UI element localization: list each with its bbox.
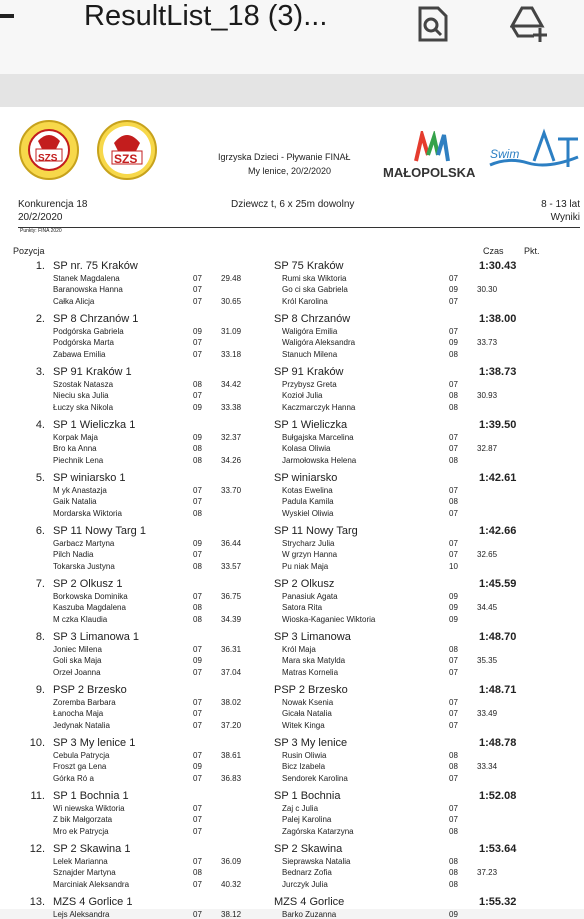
swimmer-name: Piechnik Lena — [53, 455, 104, 465]
swimmer-birth-year: 07 — [449, 380, 458, 389]
team-time: 1:48.78 — [479, 737, 517, 749]
swimmer-name: Rusin Oliwia — [282, 751, 327, 760]
team-name-secondary: SP 2 Olkusz — [274, 578, 335, 590]
swimmer-name: Cebula Patrycja — [53, 751, 110, 760]
swimmer-birth-year: 08 — [449, 497, 458, 507]
team-name: SP 3 Limanowa 1 — [53, 631, 140, 643]
swimmer-birth-year: 09 — [449, 285, 458, 295]
swimmer-split-time: 34.26 — [221, 455, 242, 465]
swimmer-name: Jedynak Natalia — [53, 720, 110, 730]
swimmer-name: M yk Anastazja — [53, 486, 107, 495]
swimmer-split-time: 33.38 — [221, 402, 242, 412]
competition-name: Dziewcz t, 6 x 25m dowolny — [231, 199, 355, 210]
swimmer-birth-year: 07 — [193, 285, 202, 295]
team-time: 1:42.66 — [479, 525, 517, 537]
team-name-secondary: SP 75 Kraków — [274, 260, 344, 272]
swimmer-birth-year: 07 — [193, 592, 202, 601]
swimmer-name: Górka Ró a — [53, 773, 94, 783]
team-name: SP 1 Bochnia 1 — [53, 790, 129, 802]
team-name-secondary: SP 3 Limanowa — [274, 631, 351, 643]
swimmer-name: Froszt ga Lena — [53, 762, 107, 772]
szs-malopolska-logo — [16, 119, 82, 181]
swimmer-split-time: 32.65 — [477, 550, 498, 560]
swimmer-name: Zaj c Julia — [282, 804, 319, 813]
swimmer-birth-year: 07 — [449, 773, 458, 783]
swimmer-birth-year: 07 — [449, 539, 458, 548]
swimmer-birth-year: 09 — [193, 762, 202, 772]
swimmer-birth-year: 07 — [193, 296, 202, 306]
team-time: 1:48.70 — [479, 631, 517, 643]
viewer-gap — [0, 74, 584, 107]
swimmer-birth-year: 09 — [449, 592, 458, 601]
swimmer-birth-year: 07 — [449, 656, 458, 666]
team-name-secondary: SP 91 Kraków — [274, 366, 344, 378]
swimmer-name: Gaik Natalia — [53, 497, 97, 507]
szs-logo-text-2: SZS — [114, 152, 138, 166]
swimmer-birth-year: 08 — [449, 857, 458, 866]
swimmer-name: Bednarz Zofia — [282, 868, 332, 878]
column-points: Pkt. — [524, 246, 540, 256]
swimmer-birth-year: 09 — [449, 910, 458, 919]
swimmer-name: Barko Zuzanna — [282, 910, 337, 919]
swimmer-name: Sznajder Martyna — [53, 868, 116, 878]
event-title: Igrzyska Dzieci - Pływanie FINAŁ — [218, 152, 351, 162]
swimmer-name: Palej Karolina — [282, 815, 332, 825]
swimmer-birth-year: 08 — [193, 380, 202, 389]
back-arrow-icon[interactable] — [0, 14, 14, 18]
team-name: SP 11 Nowy Targ 1 — [53, 525, 146, 537]
swimmer-split-time: 30.93 — [477, 391, 498, 401]
swimmer-name: Stanek Magdalena — [53, 274, 120, 283]
swimmer-name: Bułgajska Marcelina — [282, 433, 354, 442]
team-place: 7. — [35, 578, 45, 590]
swimmer-split-time: 33.70 — [221, 486, 242, 495]
team-place: 6. — [35, 525, 45, 537]
swimmer-birth-year: 07 — [193, 550, 202, 560]
swimmer-birth-year: 09 — [449, 338, 458, 348]
swimmer-name: Korpak Maja — [53, 433, 98, 442]
swimmer-birth-year: 07 — [449, 274, 458, 283]
swimmer-birth-year: 08 — [449, 826, 458, 836]
swimmer-birth-year: 07 — [193, 391, 202, 401]
swimmer-split-time: 37.23 — [477, 868, 498, 878]
swimmer-name: Zabawa Emilia — [53, 349, 106, 359]
swimmer-name: Szostak Natasza — [53, 380, 114, 389]
swimmer-birth-year: 08 — [449, 762, 458, 772]
swimmer-name: Marciniak Aleksandra — [53, 879, 130, 889]
team-name: SP 91 Kraków 1 — [53, 366, 132, 378]
swimmer-name: Wioska-Kaganiec Wiktoria — [282, 614, 376, 624]
swimmer-name: Jarmołowska Helena — [282, 455, 357, 465]
swimmer-name: Kolasa Oliwia — [282, 444, 331, 454]
swimmer-name: Bro ka Anna — [53, 444, 97, 454]
swimmer-birth-year: 07 — [193, 751, 202, 760]
swimmer-birth-year: 08 — [193, 614, 202, 624]
malopolska-logo — [412, 131, 452, 165]
team-time: 1:39.50 — [479, 419, 517, 431]
swimmer-name: Go ci ska Gabriela — [282, 285, 348, 295]
team-time: 1:30.43 — [479, 260, 517, 272]
swim-art-logo — [488, 127, 580, 179]
header-divider — [18, 227, 580, 228]
swimmer-birth-year: 10 — [449, 561, 458, 571]
swimmer-name: Rumi ska Wiktoria — [282, 274, 347, 283]
swimmer-birth-year: 09 — [193, 539, 202, 548]
team-name: SP 2 Olkusz 1 — [53, 578, 123, 590]
swimmer-name: Matras Kornelia — [282, 667, 339, 677]
swimmer-split-time: 37.20 — [221, 720, 242, 730]
team-name: MZS 4 Gorlice 1 — [53, 896, 133, 908]
swimmer-birth-year: 07 — [193, 667, 202, 677]
swimmer-name: Strycharz Julia — [282, 539, 335, 548]
team-place: 3. — [35, 366, 45, 378]
swimmer-split-time: 40.32 — [221, 879, 242, 889]
swimmer-birth-year: 09 — [193, 656, 202, 666]
swimmer-birth-year: 07 — [449, 486, 458, 495]
swimmer-birth-year: 07 — [193, 773, 202, 783]
result-sheet — [0, 107, 584, 919]
swimmer-birth-year: 07 — [449, 296, 458, 306]
swimmer-name: Gicała Natalia — [282, 709, 332, 719]
swimmer-split-time: 33.49 — [477, 709, 498, 719]
team-place: 13. — [29, 896, 45, 908]
swimmer-split-time: 38.12 — [221, 910, 242, 919]
swimmer-name: Pilch Nadia — [53, 550, 94, 560]
swimmer-birth-year: 08 — [193, 444, 202, 454]
swimmer-birth-year: 08 — [449, 349, 458, 359]
team-time: 1:48.71 — [479, 684, 517, 696]
team-name-secondary: SP 3 My lenice — [274, 737, 348, 749]
swimmer-name: Król Maja — [282, 645, 316, 654]
swimmer-birth-year: 07 — [449, 815, 458, 825]
team-place: 12. — [29, 843, 45, 855]
team-place: 2. — [35, 313, 45, 325]
swimmer-birth-year: 07 — [193, 338, 202, 348]
swimmer-name: Lejs Aleksandra — [53, 910, 110, 919]
document-title: ResultList_18 (3)... — [84, 0, 328, 32]
event-location-date: My lenice, 20/2/2020 — [248, 166, 332, 176]
team-name-secondary: SP 8 Chrzanów — [274, 313, 351, 325]
swimmer-split-time: 30.65 — [221, 296, 242, 306]
swimmer-name: Zagórska Katarzyna — [282, 826, 354, 836]
swimmer-birth-year: 07 — [449, 804, 458, 813]
team-name: SP 1 Wieliczka 1 — [53, 419, 136, 431]
team-name-secondary: MZS 4 Gorlice — [274, 896, 345, 908]
swimmer-birth-year: 07 — [449, 720, 458, 730]
swimmer-split-time: 32.87 — [477, 444, 498, 454]
swimmer-birth-year: 08 — [449, 645, 458, 654]
swimmer-split-time: 37.04 — [221, 667, 242, 677]
swimmer-name: Baranowska Hanna — [53, 285, 123, 295]
swimmer-birth-year: 07 — [193, 815, 202, 825]
swimmer-name: Goli ska Maja — [53, 656, 102, 666]
swimmer-birth-year: 09 — [193, 402, 202, 412]
swimmer-split-time: 34.45 — [477, 603, 498, 613]
team-time: 1:45.59 — [479, 578, 517, 590]
team-name: SP 8 Chrzanów 1 — [53, 313, 139, 325]
team-name: PSP 2 Brzesko — [53, 684, 127, 696]
team-name: SP nr. 75 Kraków — [53, 260, 138, 272]
swimmer-split-time: 32.37 — [221, 433, 242, 442]
team-time: 1:52.08 — [479, 790, 517, 802]
column-time: Czas — [483, 246, 504, 256]
swimmer-name: Lelek Marianna — [53, 857, 108, 866]
swimmer-name: Całka Alicja — [53, 296, 95, 306]
swimmer-name: Z bik Małgorzata — [53, 815, 113, 825]
swimmer-birth-year: 08 — [449, 455, 458, 465]
team-name-secondary: PSP 2 Brzesko — [274, 684, 348, 696]
swimmer-birth-year: 07 — [193, 709, 202, 719]
team-name-secondary: SP winiarsko — [274, 472, 338, 484]
swimmer-birth-year: 07 — [449, 433, 458, 442]
swimmer-birth-year: 07 — [193, 698, 202, 707]
swimmer-name: Sendorek Karolina — [282, 773, 348, 783]
swimmer-split-time: 36.44 — [221, 539, 242, 548]
swimmer-birth-year: 07 — [193, 486, 202, 495]
points-note: Punkty: FINA 2020 — [20, 228, 62, 234]
team-place: 1. — [35, 260, 45, 272]
swimmer-birth-year: 07 — [449, 444, 458, 454]
team-time: 1:55.32 — [479, 896, 517, 908]
swimmer-name: Wi niewska Wiktoria — [53, 804, 125, 813]
swimmer-name: Bicz Izabela — [282, 762, 326, 772]
swimmer-name: Waligóra Aleksandra — [282, 338, 356, 348]
swimmer-split-time: 33.34 — [477, 762, 498, 772]
search-in-document-icon[interactable] — [416, 6, 452, 42]
swimmer-birth-year: 07 — [449, 508, 458, 518]
swimmer-split-time: 36.09 — [221, 857, 242, 866]
swimmer-split-time: 36.75 — [221, 592, 242, 601]
swimmer-birth-year: 07 — [193, 804, 202, 813]
team-place: 8. — [35, 631, 45, 643]
swimmer-name: Kozioł Julia — [282, 391, 323, 401]
team-name: SP 2 Skawina 1 — [53, 843, 131, 855]
swimmer-birth-year: 07 — [449, 667, 458, 677]
swimmer-split-time: 29.48 — [221, 274, 242, 283]
results-label: Wyniki — [550, 212, 580, 223]
swimmer-name: Satora Rita — [282, 603, 323, 613]
swimmer-name: Kaczmarczyk Hanna — [282, 402, 356, 412]
competition-number: Konkurencja 18 — [18, 199, 88, 210]
team-name: SP winiarsko 1 — [53, 472, 126, 484]
swimmer-split-time: 33.18 — [221, 349, 242, 359]
swimmer-split-time: 34.39 — [221, 614, 242, 624]
swimmer-name: Mordarska Wiktoria — [53, 508, 122, 518]
swimmer-birth-year: 07 — [193, 879, 202, 889]
swimmer-name: Łuczy ska Nikola — [53, 402, 114, 412]
swimmer-split-time: 36.83 — [221, 773, 242, 783]
swimmer-birth-year: 07 — [193, 645, 202, 654]
swimmer-name: Waligóra Emilia — [282, 327, 338, 336]
swimmer-name: Stanuch Milena — [282, 349, 338, 359]
swimmer-birth-year: 07 — [193, 910, 202, 919]
swimmer-birth-year: 08 — [449, 391, 458, 401]
column-position: Pozycja — [13, 246, 45, 256]
swimmer-name: Joniec Milena — [53, 645, 102, 654]
swimmer-name: Borkowska Dominika — [53, 592, 128, 601]
swimmer-birth-year: 08 — [449, 751, 458, 760]
team-name-secondary: SP 1 Wieliczka — [274, 419, 348, 431]
swim-logo-text: Swim — [490, 147, 520, 161]
swimmer-name: M czka Klaudia — [53, 614, 108, 624]
swimmer-birth-year: 08 — [193, 603, 202, 613]
team-place: 4. — [35, 419, 45, 431]
team-time: 1:53.64 — [479, 843, 517, 855]
swimmer-split-time: 35.35 — [477, 656, 498, 666]
swimmer-name: Jurczyk Julia — [282, 879, 328, 889]
swimmer-name: Panasiuk Agata — [282, 592, 338, 601]
swimmer-birth-year: 07 — [449, 327, 458, 336]
swimmer-name: Przybysz Greta — [282, 380, 337, 389]
swimmer-birth-year: 09 — [449, 603, 458, 613]
swimmer-name: Padula Kamila — [282, 497, 334, 507]
team-name-secondary: SP 2 Skawina — [274, 843, 343, 855]
swimmer-name: Pu niak Maja — [282, 561, 329, 571]
swimmer-split-time: 31.09 — [221, 327, 242, 336]
swimmer-name: Mro ek Patrycja — [53, 826, 109, 836]
swimmer-name: Kaszuba Magdalena — [53, 603, 126, 613]
swimmer-name: Wyskiel Oliwia — [282, 508, 334, 518]
add-to-drive-icon[interactable] — [510, 6, 546, 42]
swimmer-name: Kotas Ewelina — [282, 486, 333, 495]
swimmer-split-time: 38.61 — [221, 751, 242, 760]
swimmer-birth-year: 07 — [449, 550, 458, 560]
swimmer-birth-year: 09 — [193, 327, 202, 336]
competition-date: 20/2/2020 — [18, 212, 63, 223]
swimmer-name: Zoremba Barbara — [53, 698, 116, 707]
swimmer-split-time: 38.02 — [221, 698, 242, 707]
szs-logo — [94, 119, 160, 181]
team-name: SP 3 My lenice 1 — [53, 737, 136, 749]
swimmer-birth-year: 07 — [193, 857, 202, 866]
swimmer-name: Garbacz Martyna — [53, 539, 115, 548]
team-time: 1:38.73 — [479, 366, 517, 378]
swimmer-name: W grzyn Hanna — [282, 550, 338, 560]
team-name-secondary: SP 11 Nowy Targ — [274, 525, 358, 537]
swimmer-birth-year: 07 — [193, 274, 202, 283]
swimmer-split-time: 33.57 — [221, 561, 242, 571]
swimmer-name: Nowak Ksenia — [282, 698, 334, 707]
team-place: 5. — [35, 472, 45, 484]
swimmer-name: Łanocha Maja — [53, 709, 104, 719]
swimmer-birth-year: 09 — [449, 614, 458, 624]
swimmer-name: Król Karolina — [282, 296, 328, 306]
swimmer-name: Witek Kinga — [282, 720, 325, 730]
team-time: 1:38.00 — [479, 313, 517, 325]
swimmer-birth-year: 07 — [193, 720, 202, 730]
swimmer-split-time: 30.30 — [477, 285, 498, 295]
swimmer-birth-year: 08 — [193, 508, 202, 518]
malopolska-logo-text: MAŁOPOLSKA — [383, 165, 476, 180]
swimmer-name: Podgórska Gabriela — [53, 327, 124, 336]
swimmer-name: Mara ska Matylda — [282, 656, 346, 666]
szs-logo-text-1: SZS — [38, 153, 58, 164]
swimmer-birth-year: 07 — [449, 709, 458, 719]
swimmer-name: Podgórska Marta — [53, 338, 114, 348]
swimmer-birth-year: 09 — [193, 433, 202, 442]
swimmer-birth-year: 08 — [449, 868, 458, 878]
swimmer-name: Sieprawska Natalia — [282, 857, 351, 866]
team-place: 9. — [35, 684, 45, 696]
swimmer-birth-year: 07 — [193, 826, 202, 836]
swimmer-birth-year: 08 — [193, 561, 202, 571]
team-place: 11. — [30, 790, 45, 802]
swimmer-split-time: 36.31 — [221, 645, 242, 654]
swimmer-split-time: 34.42 — [221, 380, 242, 389]
team-name-secondary: SP 1 Bochnia — [274, 790, 341, 802]
swimmer-birth-year: 07 — [193, 497, 202, 507]
swimmer-name: Orzeł Joanna — [53, 667, 101, 677]
swimmer-name: Nieciu ska Julia — [53, 391, 109, 401]
swimmer-birth-year: 07 — [449, 698, 458, 707]
age-range: 8 - 13 lat — [541, 199, 580, 210]
team-place: 10. — [29, 737, 45, 749]
swimmer-birth-year: 07 — [193, 349, 202, 359]
swimmer-birth-year: 08 — [193, 455, 202, 465]
swimmer-split-time: 33.73 — [477, 338, 498, 348]
swimmer-birth-year: 08 — [449, 402, 458, 412]
swimmer-name: Tokarska Justyna — [53, 561, 115, 571]
swimmer-birth-year: 08 — [193, 868, 202, 878]
team-time: 1:42.61 — [479, 472, 517, 484]
app-toolbar — [0, 0, 584, 74]
swimmer-birth-year: 08 — [449, 879, 458, 889]
